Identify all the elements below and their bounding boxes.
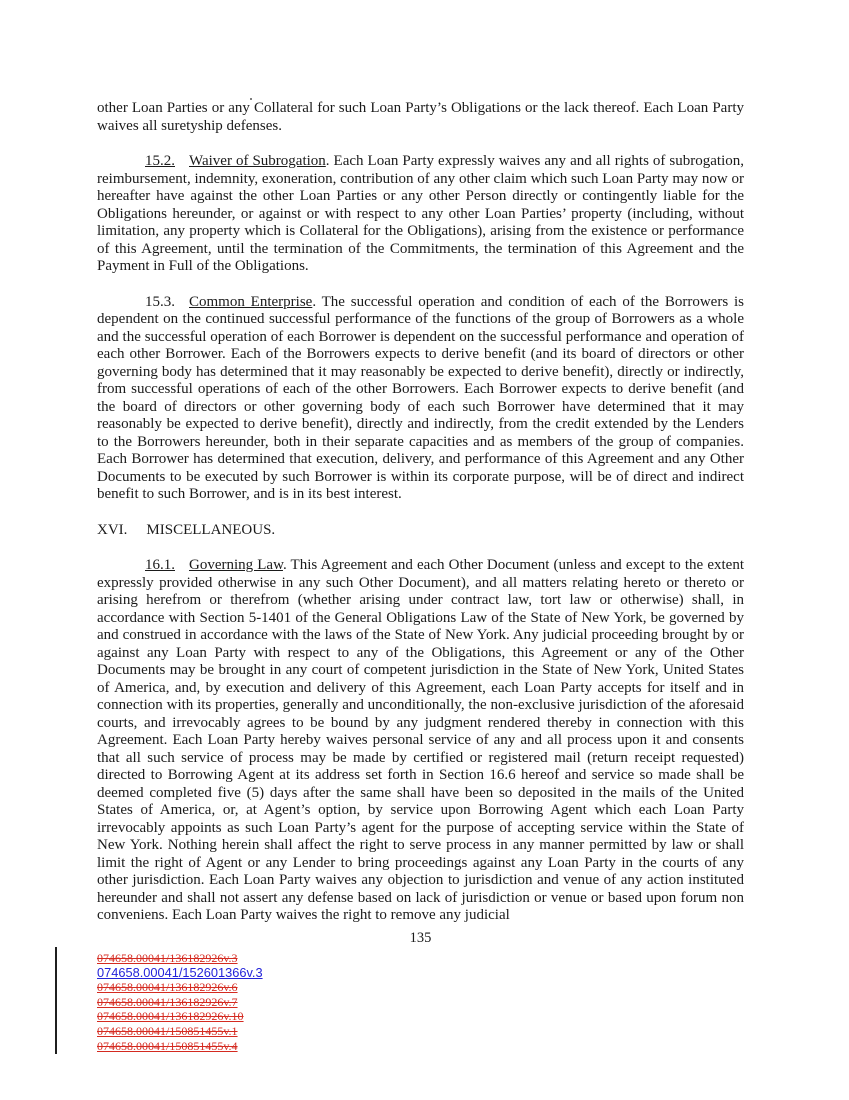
section-15-3 <box>97 294 744 504</box>
section-heading: Waiver of Subrogation <box>189 153 326 169</box>
section-number: 16.1. <box>145 557 175 573</box>
article-heading <box>97 522 744 540</box>
section-number: 15.2. <box>145 153 175 169</box>
section-heading: Governing Law <box>189 557 283 573</box>
footer-version-deleted: 074658.00041/136182926v.6 <box>97 980 238 995</box>
page-number: 135 <box>409 930 432 946</box>
section-body: . The successful operation and condition of each of the Borrowers is dependent on the continued successful performance of the functions of the group of Borrowers as a whole and the successful operation of each Borrower is dependent on the successful performance and operation of each other Borrower. Each of the Borrowers expects to derive benefit (and its board of directors or other governing body has determined that it may reasonably be expected to derive benefit), directly or indirectly, from successful operations of each of the other Borrowers. Each Borrower expects to derive benefit (and the board of directors or other governing body of each such Borrower have determined that it may reasonably be expected to derive benefit), directly and indirectly, from the credit extended by the Lenders to the Borrowers hereunder, both in their separate capacities and as members of the group of companies. Each Borrower has determined that execution, delivery, and performance of this Agreement and any Other Documents to be executed by such Borrower is within its corporate purpose, will be of direct and indirect benefit to such Borrower, and is in its best interest. <box>97 293 744 502</box>
section-15-2 <box>97 153 744 276</box>
continuation-paragraph <box>97 100 744 135</box>
footer-version-deleted: 074658.00041/136182926v.10 <box>97 1009 244 1024</box>
section-number: 15.3. <box>145 293 175 310</box>
section-heading: Common Enterprise <box>189 293 313 310</box>
footer-version-deleted: 074658.00041/136182926v.3 <box>97 951 238 965</box>
footer-version-block <box>97 951 263 1053</box>
footer-version-deleted: 074658.00041/136182926v.7 <box>97 994 238 1009</box>
continuation-text: other Loan Parties or any Collateral for such Loan Party’s Obligations or the lack thereof. Each Loan Party waives all suretyship defenses. <box>97 100 744 134</box>
article-title: MISCELLANEOUS. <box>146 521 276 538</box>
document-body <box>97 100 744 943</box>
footer-version-deleted: 074658.00041/150851455v.4 <box>97 1038 238 1053</box>
revision-change-bar <box>55 947 57 1054</box>
section-body: . Each Loan Party expressly waives any and all rights of subrogation, reimbursement, indemnity, exoneration, contribution of any other claim which such Loan Party may now or hereafter have against the other Loan Parties or any other Person directly or contingently liable for the Obligations hereunder, or against or with respect to any other Loan Parties’ property (including, without limitation, any property which is Collateral for the Obligations), arising from the existence or performance of this Agreement, until the termination of the Commitments, the termination of this Agreement and the Payment in Full of the Obligations. <box>97 153 745 274</box>
footer-version-inserted: 074658.00041/152601366v.3 <box>97 964 263 980</box>
article-number: XVI. <box>97 521 128 538</box>
section-body: . This Agreement and each Other Document (unless and except to the extent expressly provided otherwise in any such Other Document), and all matters relating hereto or thereto or arising herefrom or therefrom (whether arising under contract law, tort law or otherwise) shall, in accordance with Section 5-1401 of the General Obligations Law of the State of New York, be governed by and construed in accordance with the laws of the State of New York. Any judicial proceeding brought by or against any Loan Party with respect to any of the Obligations, this Agreement or any of the Other Documents may be brought in any court of competent jurisdiction in the State of New York, United States of America, and, by execution and delivery of this Agreement, each Loan Party accepts for itself and in connection with its properties, generally and unconditionally, the non-exclusive jurisdiction of the aforesaid courts, and irrevocably agrees to be bound by any judgment rendered thereby in connection with this Agreement. Each Loan Party hereby waives personal service of any and all process upon it and consents that all such service of process may be made by certified or registered mail (return receipt requested) directed to Borrowing Agent at its address set forth in Section 16.6 hereof and service so made shall be deemed completed five (5) days after the same shall have been so deposited in the mails of the United States of America, or, at Agent’s option, by service upon Borrowing Agent which each Loan Party irrevocably appoints as such Loan Party’s agent for the purpose of accepting service within the State of New York. Nothing herein shall affect the right to serve process in any manner permitted by law or shall limit the right of Agent or any Lender to bring proceedings against any Loan Party in the courts of any other jurisdiction. Each Loan Party waives any objection to jurisdiction and venue of any action instituted hereunder and shall not assert any defense based on lack of jurisdiction or venue or based upon forum non conveniens. Each Loan Party waives the right to remove any judicial <box>97 557 744 923</box>
footer-version-deleted: 074658.00041/150851455v.1 <box>97 1023 238 1038</box>
section-16-1 <box>97 557 744 925</box>
